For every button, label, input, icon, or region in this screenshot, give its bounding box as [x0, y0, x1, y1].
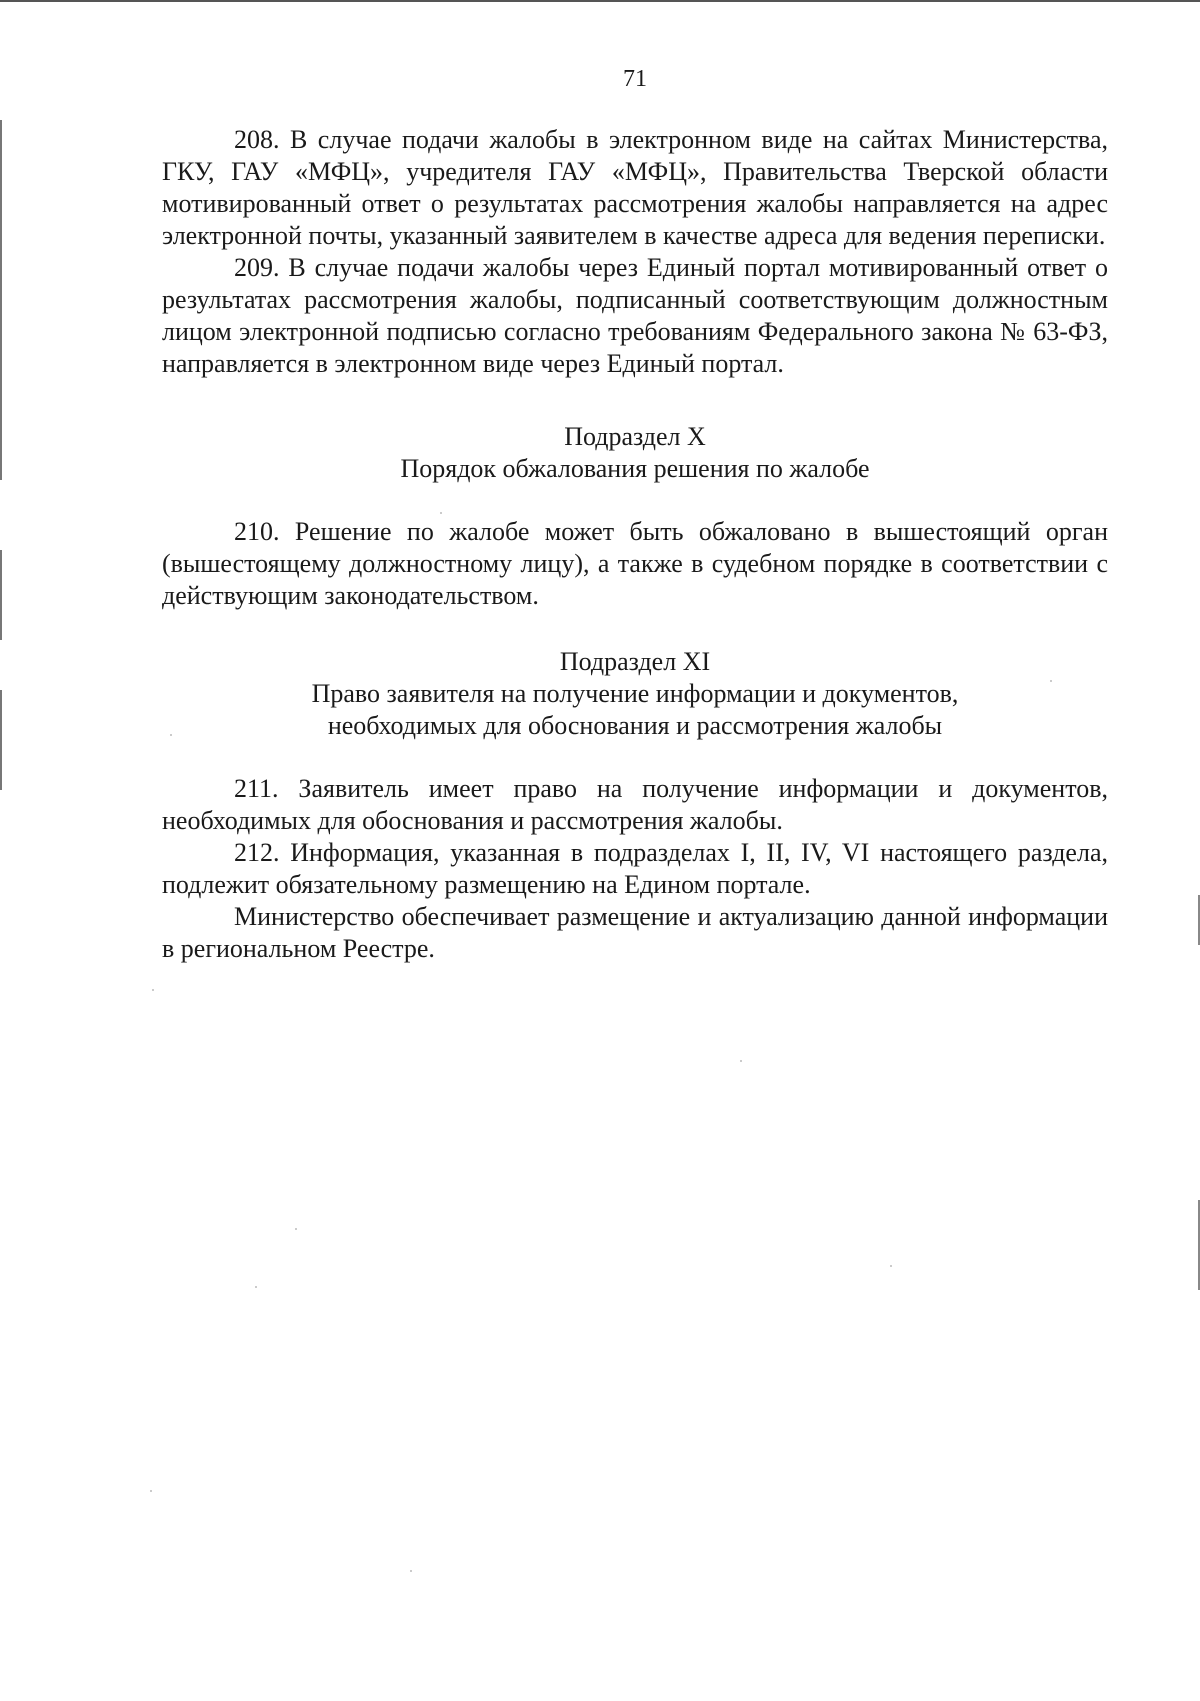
paragraph-209: 209. В случае подачи жалобы через Единый портал мотивированный ответ о результатах рассмотрения жалобы, подписанный соответствующим должностным лицом электронной подписью согласно требованиям Федерального закона № 63-ФЗ, направляется в электронном виде через Единый портал.: [162, 253, 1108, 378]
scan-speck: [255, 1286, 257, 1288]
subsection-x-label: Подраздел X: [564, 422, 706, 451]
spacer: [162, 612, 1108, 646]
document-body: [162, 124, 1108, 965]
scan-speck: [150, 1490, 152, 1492]
paragraph-208: 208. В случае подачи жалобы в электронном виде на сайтах Министерства, ГКУ, ГАУ «МФЦ», учредителя ГАУ «МФЦ», Правительства Тверской области мотивированный ответ о результатах рассмотрения жалобы направляется на адрес электронной почты, указанный заявителем в качестве адреса для ведения переписки.: [162, 125, 1108, 250]
scan-speck: [152, 989, 154, 991]
scan-speck: [295, 1228, 297, 1230]
scan-left-edge: [0, 120, 2, 480]
subsection-xi-title-line2: необходимых для обоснования и рассмотрения жалобы: [327, 711, 943, 740]
scan-speck: [1050, 680, 1052, 682]
scan-speck: [740, 1060, 742, 1062]
page-number: 71: [623, 66, 647, 92]
scan-speck: [440, 512, 442, 514]
scan-left-edge: [0, 690, 2, 790]
scan-speck: [890, 1265, 892, 1267]
spacer: [162, 742, 1108, 773]
subsection-xi-label: Подраздел XI: [559, 647, 711, 676]
paragraph-212: 212. Информация, указанная в подразделах I, II, IV, VI настоящего раздела, подлежит обязательному размещению на Едином портале.: [162, 838, 1108, 899]
paragraph-210: 210. Решение по жалобе может быть обжаловано в вышестоящий орган (вышестоящему должностному лицу), а также в судебном порядке в соответствии с действующим законодательством.: [162, 517, 1108, 610]
subsection-xi-title-line1: Право заявителя на получение информации и документов,: [311, 679, 959, 708]
scan-top-edge: [0, 0, 1200, 2]
scan-left-edge: [0, 550, 2, 640]
paragraph-211: 211. Заявитель имеет право на получение информации и документов, необходимых для обоснования и рассмотрения жалобы.: [162, 774, 1108, 835]
scan-speck: [170, 734, 172, 736]
spacer: [162, 485, 1108, 516]
subsection-x-title: Порядок обжалования решения по жалобе: [400, 454, 870, 483]
scan-speck: [410, 1570, 412, 1572]
paragraph-212-continuation: Министерство обеспечивает размещение и актуализацию данной информации в региональном Реестре.: [162, 902, 1108, 963]
